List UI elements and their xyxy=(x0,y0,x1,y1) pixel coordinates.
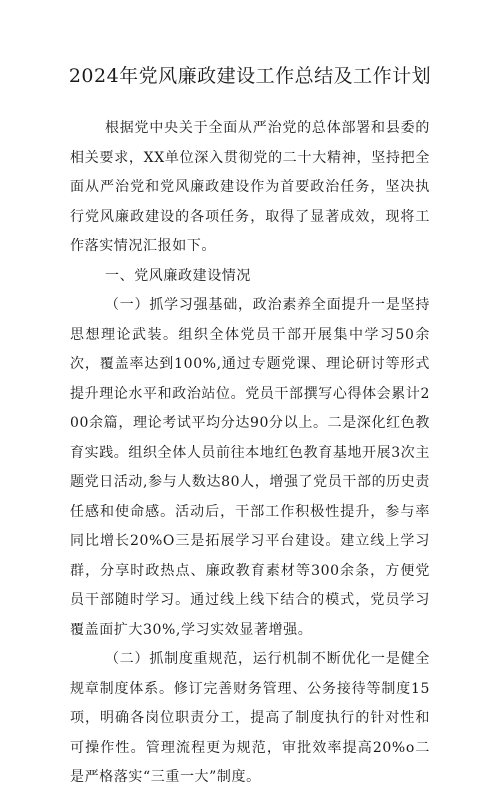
section-paragraph-1: （一）抓学习强基础，政治素养全面提升一是坚持思想理论武装。组织全体党员干部开展集中学习50余次，覆盖率达到100%,通过专题党课、理论研讨等形式提升理论水平和政治站位。党员干部撰写心得体会累计200余篇，理论考试平均分达90分以上。二是深化红色教育实践。组织全体人员前往本地红色教育基地开展3次主题党日活动,参与人数达80人，增强了党员干部的历史责任感和使命感。活动后，干部工作积极性提升，参与率同比增长20%O三是拓展学习平台建设。建立线上学习群，分享时政热点、廉政教育素材等300余条，方便党员干部随时学习。通过线上线下结合的模式，党员学习覆盖面扩大30%,学习实效显著增强。 xyxy=(70,297,430,638)
intro-paragraph: 根据党中央关于全面从严治党的总体部署和县委的相关要求，XX单位深入贯彻党的二十大精神，坚持把全面从严治党和党风廉政建设作为首要政治任务，坚决执行党风廉政建设的各项任务，取得了显著成效，现将工作落实情况汇报如下。 xyxy=(70,120,430,254)
section-heading: 一、党风廉政建设情况 xyxy=(105,267,251,284)
section-paragraph-2: （二）抓制度重规范，运行机制不断优化一是健全规章制度体系。修订完善财务管理、公务接待等制度15项，明确各岗位职责分工，提高了制度执行的针对性和可操作性。管理流程更为规范，审批效率提高20%o二是严格落实“三重一大”制度。 xyxy=(70,651,430,785)
document-title: 2024年党风廉政建设工作总结及工作计划 xyxy=(68,65,432,87)
document-body xyxy=(70,114,430,793)
